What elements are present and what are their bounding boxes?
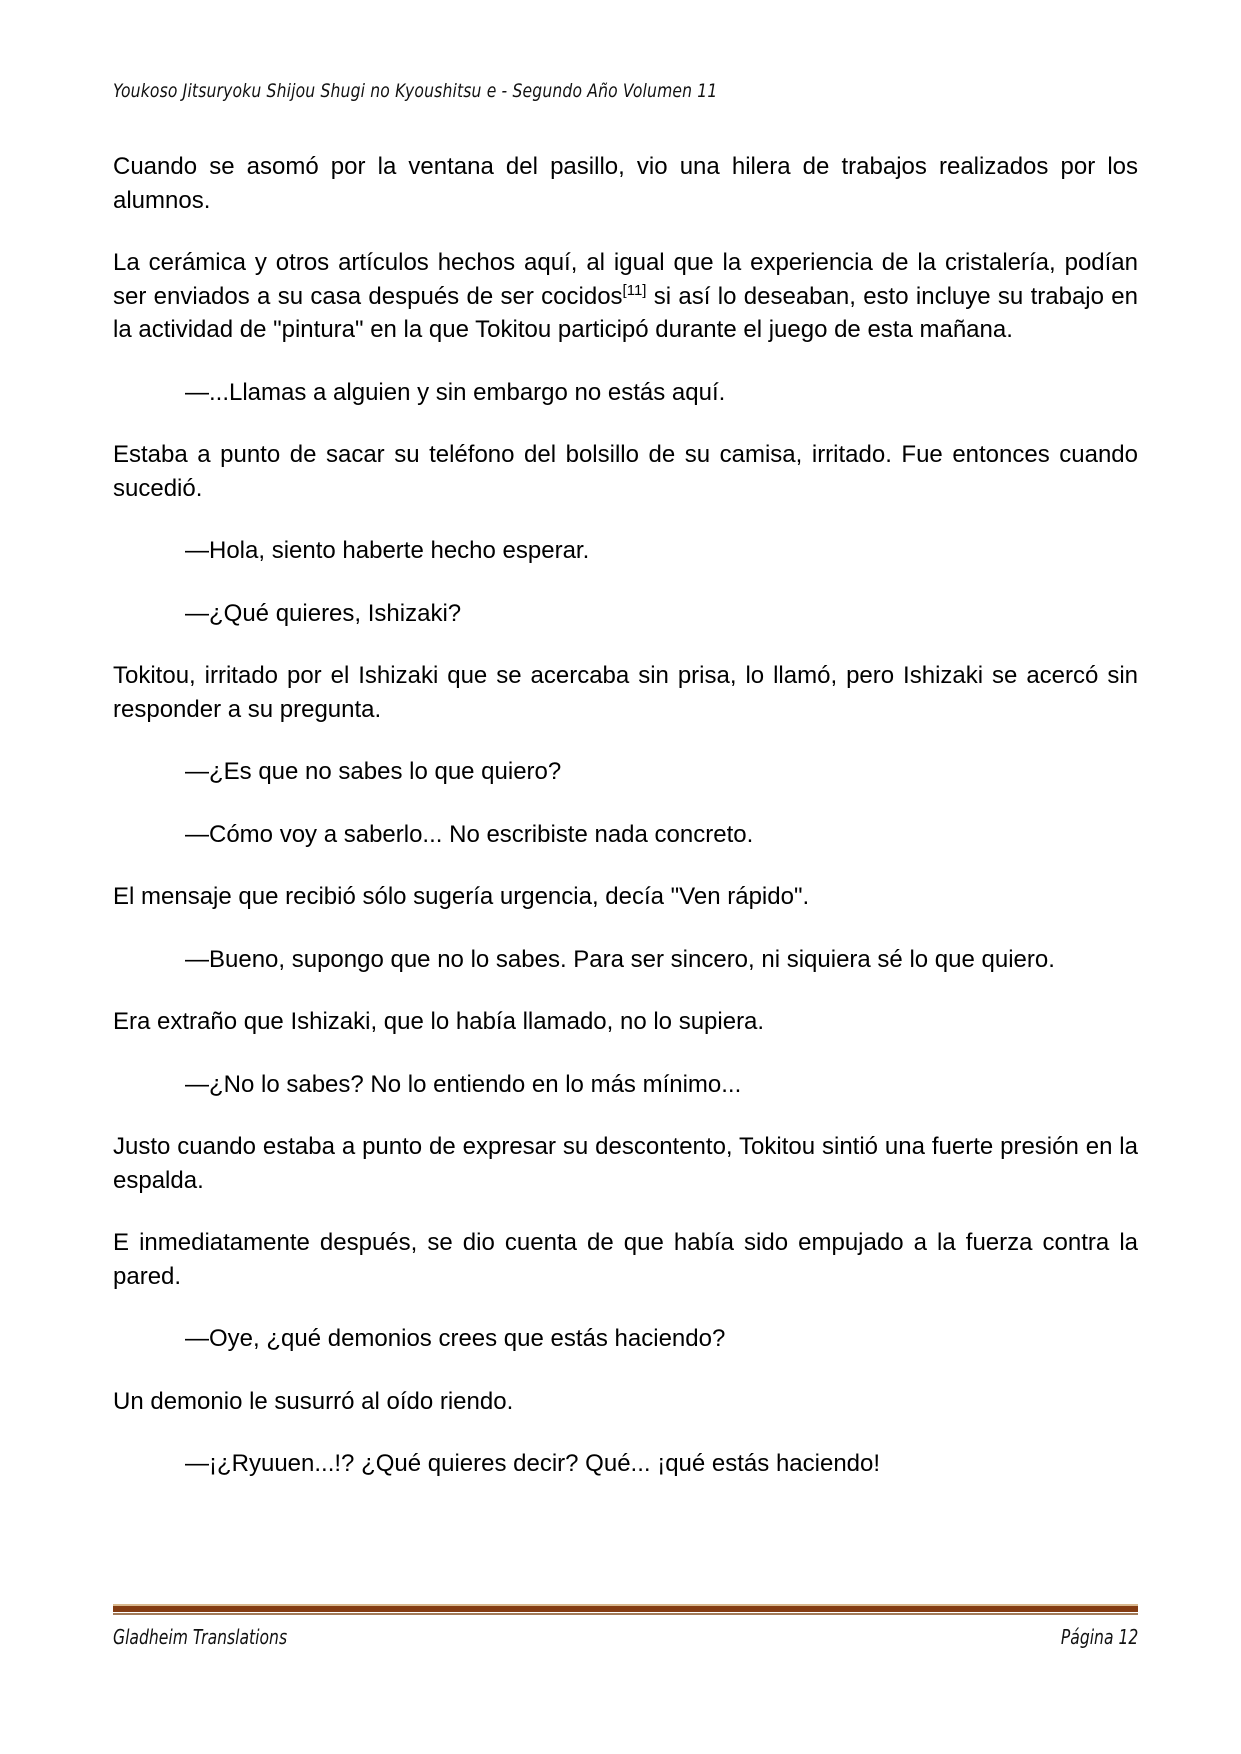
dialogue-line: —Bueno, supongo que no lo sabes. Para ser sincero, ni siquiera sé lo que quiero. [185, 945, 1055, 973]
paragraph: Estaba a punto de sacar su teléfono del bolsillo de su camisa, irritado. Fue entonces cuando sucedió. [113, 441, 1138, 502]
dialogue-line: —¿Qué quieres, Ishizaki? [185, 599, 462, 627]
paragraph-with-footnote [113, 246, 1138, 347]
paragraph: Justo cuando estaba a punto de expresar su descontento, Tokitou sintió una fuerte presión en la espalda. [113, 1133, 1138, 1194]
page-footer [113, 1625, 1138, 1655]
dialogue-line: —¿Es que no sabes lo que quiero? [185, 758, 562, 785]
page-header-title: Youkoso Jitsuryoku Shijou Shugi no Kyoushitsu e - Segundo Año Volumen 11 [113, 80, 718, 102]
paragraph-text: La cerámica y otros artículos hechos aquí, al igual que la experiencia de la cristalería, podían ser enviados a su casa después de ser cocidos [113, 249, 1138, 310]
footer-divider-thin-bottom [113, 1613, 1138, 1615]
paragraph-text: si así lo deseaban, esto incluye su trabajo en la actividad de "pintura" en la que Tokitou participó durante el juego de esta mañana. [113, 282, 1138, 343]
paragraph: El mensaje que recibió sólo sugería urgencia, decía "Ven rápido". [113, 883, 810, 910]
paragraph: Cuando se asomó por la ventana del pasillo, vio una hilera de trabajos realizados por los alumnos. [113, 153, 1138, 214]
paragraph: E inmediatamente después, se dio cuenta de que había sido empujado a la fuerza contra la pared. [113, 1229, 1138, 1290]
footnote-reference[interactable]: [11] [622, 281, 647, 299]
dialogue-line: —¿No lo sabes? No lo entiendo en lo más mínimo... [185, 1070, 742, 1098]
dialogue-line: —Hola, siento haberte hecho esperar. [185, 537, 590, 564]
dialogue-line: —Cómo voy a saberlo... No escribiste nada concreto. [185, 820, 754, 848]
paragraph: Un demonio le susurró al oído riendo. [113, 1387, 514, 1415]
paragraph: Tokitou, irritado por el Ishizaki que se acercaba sin prisa, lo llamó, pero Ishizaki se acercó sin responder a su pregunta. [113, 662, 1138, 723]
dialogue-line: —Oye, ¿qué demonios crees que estás haciendo? [185, 1325, 726, 1352]
footer-page-number: Página 12 [1060, 1625, 1138, 1649]
footer-publisher: Gladheim Translations [113, 1625, 288, 1649]
document-body [113, 150, 1138, 1510]
dialogue-line: —...Llamas a alguien y sin embargo no estás aquí. [185, 378, 726, 406]
dialogue-line: —¡¿Ryuuen...!? ¿Qué quieres decir? Qué... ¡qué estás haciendo! [185, 1450, 881, 1477]
footer-divider [113, 1604, 1138, 1616]
paragraph: Era extraño que Ishizaki, que lo había llamado, no lo supiera. [113, 1008, 765, 1035]
